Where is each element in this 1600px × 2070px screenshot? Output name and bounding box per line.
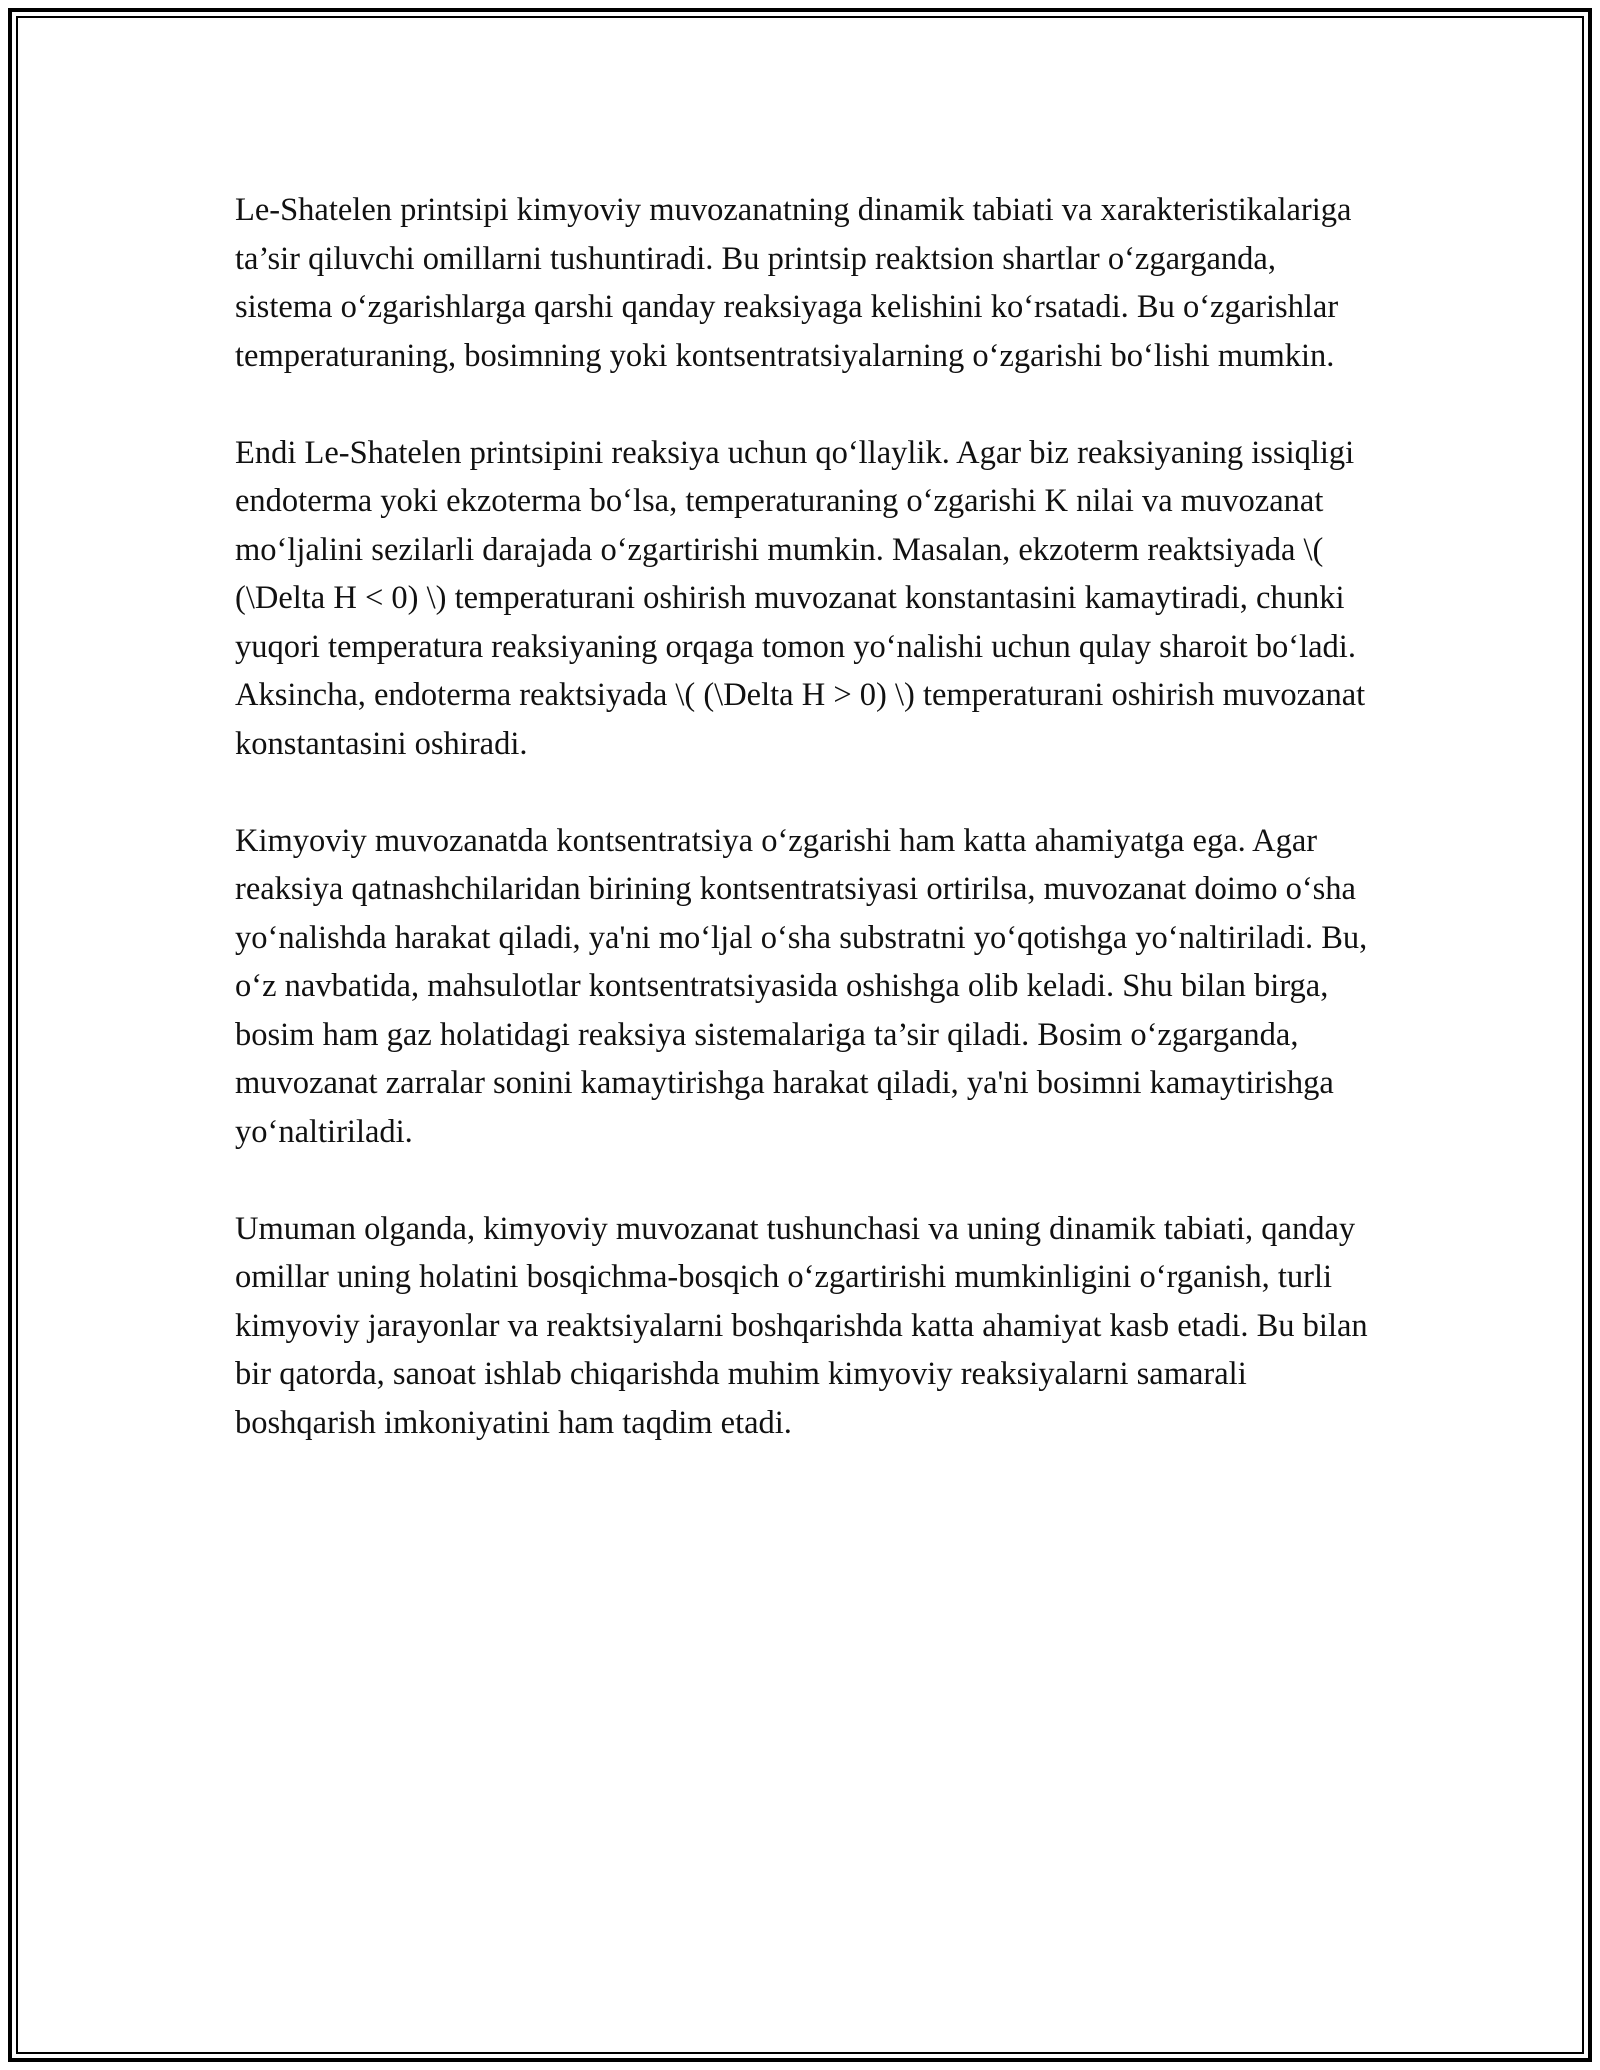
paragraph-1: Le-Shatelen printsipi kimyoviy muvozanatning dinamik tabiati va xarakteristikalariga ta’sir qiluvchi omillarni tushuntiradi. Bu printsip reaktsion shartlar o‘zgarganda, sistema o‘zgarishlarga qarshi qanday reaksiyaga kelishini ko‘rsatadi. Bu o‘zgarishlar temperaturaning, bosimning yoki kontsentratsiyalarning o‘zgarishi bo‘lishi mumkin.: [235, 192, 1352, 374]
document-body: [235, 186, 1375, 1496]
paragraph-4: Umuman olganda, kimyoviy muvozanat tushunchasi va uning dinamik tabiati, qanday omillar uning holatini bosqichma-bosqich o‘zgartirishi mumkinligini o‘rganish, turli kimyoviy jarayonlar va reaktsiyalarni boshqarishda katta ahamiyat kasb etadi. Bu bilan bir qatorda, sanoat ishlab chiqarishda muhim kimyoviy reaksiyalarni samarali boshqarish imkoniyatini ham taqdim etadi.: [235, 1210, 1368, 1441]
paragraph-3: Kimyoviy muvozanatda kontsentratsiya o‘zgarishi ham katta ahamiyatga ega. Agar reaksiya qatnashchilaridan birining kontsentratsiyasi ortirilsa, muvozanat doimo o‘sha yo‘nalishda harakat qiladi, ya'ni mo‘ljal o‘sha substratni yo‘qotishga yo‘naltiriladi. Bu, o‘z navbatida, mahsulotlar kontsentratsiyasida oshishga olib keladi. Shu bilan birga, bosim ham gaz holatidagi reaksiya sistemalariga ta’sir qiladi. Bosim o‘zgarganda, muvozanat zarralar sonini kamaytirishga harakat qiladi, ya'ni bosimni kamaytirishga yo‘naltiriladi.: [235, 822, 1368, 1150]
paragraph-2: Endi Le-Shatelen printsipini reaksiya uchun qo‘llaylik. Agar biz reaksiyaning issiqligi endoterma yoki ekzoterma bo‘lsa, temperaturaning o‘zgarishi K nilai va muvozanat mo‘ljalini sezilarli darajada o‘zgartirishi mumkin. Masalan, ekzoterm reaktsiyada \( (\Delta H < 0) \) temperaturani oshirish muvozanat konstantasini kamaytiradi, chunki yuqori temperatura reaksiyaning orqaga tomon yo‘nalishi uchun qulay sharoit bo‘ladi. Aksincha, endoterma reaktsiyada \( (\Delta H > 0) \) temperaturani oshirish muvozanat konstantasini oshiradi.: [235, 434, 1366, 762]
